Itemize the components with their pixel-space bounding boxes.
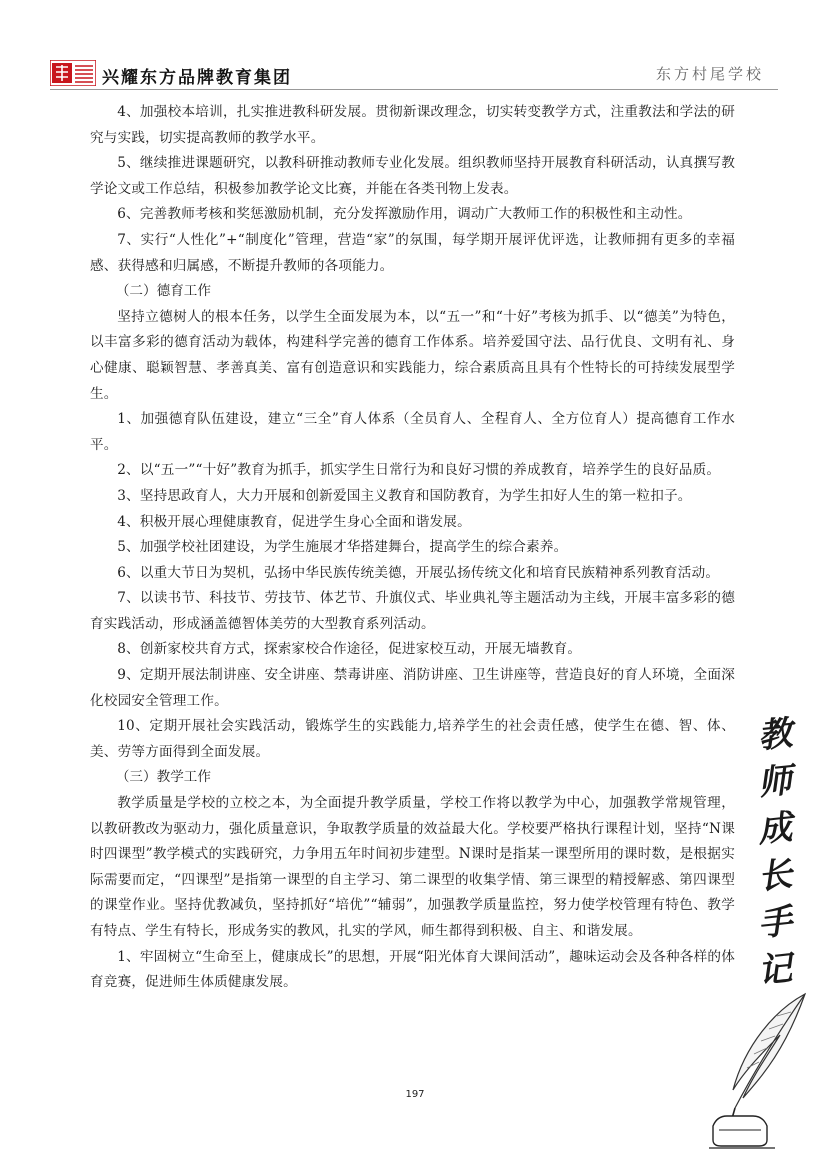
school-name: 东方村尾学校 <box>655 65 764 83</box>
side-title-char: 师 <box>755 760 794 804</box>
paragraph: 6、完善教师考核和奖惩激励机制，充分发挥激励作用，调动广大教师工作的积极性和主动性。 <box>117 206 692 223</box>
quill-pen-icon <box>705 990 820 1150</box>
paragraph: 2、以“五一”“十好”教育为抓手，抓实学生日常行为和良好习惯的养成教育，培养学生的良好品质。 <box>117 462 721 479</box>
paragraph: 8、创新家校共育方式，探索家校合作途径，促进家校互动，开展无墙教育。 <box>117 641 582 658</box>
section-heading: （三）教学工作 <box>115 769 211 786</box>
group-logo <box>50 60 96 86</box>
paragraph: 教学质量是学校的立校之本，为全面提升教学质量，学校工作将以教学为中心，加强教学常规管理，以教研教改为驱动力，强化质量意识，争取教学质量的效益最大化。学校要严格执行课程计划，坚持“N课时四课型”教学模式的实践研究，力争用五年时间初步建型。N课时是指某一课型所用的课时数，是根据实际需要而定，“四课型”是指第一课型的自主学习、第二课型的收集学情、第三课型的精授解惑、第四课型的课堂作业。坚持优教减负，坚持抓好“培优”“辅弱”，加强教学质量监控，努力使学校管理有特色、教学有特点、学生有特长，形成务实的教风，扎实的学风，师生都得到积极、自主、和谐发展。 <box>90 795 735 939</box>
paragraph: 7、以读书节、科技节、劳技节、体艺节、升旗仪式、毕业典礼等主题活动为主线，开展丰富多彩的德育实践活动，形成涵盖德智体美劳的大型教育系列活动。 <box>90 590 735 632</box>
side-title-char: 成 <box>755 807 794 851</box>
side-title-char: 教 <box>755 713 794 757</box>
paragraph: 5、继续推进课题研究，以教科研推动教师专业化发展。组织教师坚持开展教育科研活动，认真撰写教学论文或工作总结，积极参加教学论文比赛，并能在各类刊物上发表。 <box>90 155 735 197</box>
side-title-char: 手 <box>755 901 794 945</box>
side-calligraphy-title <box>740 712 810 994</box>
paragraph: 7、实行“人性化”+“制度化”管理，营造“家”的氛围，每学期开展评优评选，让教师拥有更多的幸福感、获得感和归属感，不断提升教师的各项能力。 <box>90 231 735 274</box>
page-header <box>50 52 778 94</box>
paragraph: 坚持立德树人的根本任务，以学生全面发展为本，以“五一”和“十好”考核为抓手、以“德美”为特色，以丰富多彩的德育活动为载体，构建科学完善的德育工作体系。培养爱国守法、品行优良、文明有礼、身心健康、聪颖智慧、孝善真美、富有创造意识和实践能力，综合素质高且具有个性特长的可持续发展型学生。 <box>90 308 735 402</box>
header-divider <box>50 89 778 90</box>
paragraph: 9、定期开展法制讲座、安全讲座、禁毒讲座、消防讲座、卫生讲座等，营造良好的育人环境，全面深化校园安全管理工作。 <box>90 667 735 709</box>
paragraph: 10、定期开展社会实践活动，锻炼学生的实践能力,培养学生的社会责任感，使学生在德、智、体、美、劳等方面得到全面发展。 <box>90 718 735 760</box>
section-heading: （二）德育工作 <box>115 283 211 300</box>
page-number: 197 <box>405 1089 425 1100</box>
paragraph: 6、以重大节日为契机，弘扬中华民族传统美德，开展弘扬传统文化和培育民族精神系列教育活动。 <box>117 564 720 581</box>
paragraph: 3、坚持思政育人，大力开展和创新爱国主义教育和国防教育，为学生扣好人生的第一粒扣子。 <box>117 487 692 504</box>
paragraph: 1、加强德育队伍建设，建立“三全”育人体系（全员育人、全程育人、全方位育人）提高德育工作水平。 <box>90 411 735 453</box>
paragraph: 5、加强学校社团建设，为学生施展才华搭建舞台，提高学生的综合素养。 <box>117 539 568 556</box>
paragraph: 4、加强校本培训，扎实推进教科研发展。贯彻新课改理念，切实转变教学方式，注重教法和学法的研究与实践，切实提高教师的教学水平。 <box>90 104 735 146</box>
side-title-char: 长 <box>755 854 794 898</box>
paragraph: 1、牢固树立“生命至上，健康成长”的思想，开展“阳光体育大课间活动”，趣味运动会及各种各样的体育竞赛，促进师生体质健康发展。 <box>90 948 735 991</box>
org-name: 兴耀东方品牌教育集团 <box>102 68 292 88</box>
document-body <box>90 100 735 996</box>
side-title-char: 记 <box>755 948 794 992</box>
paragraph: 4、积极开展心理健康教育，促进学生身心全面和谐发展。 <box>117 513 471 530</box>
